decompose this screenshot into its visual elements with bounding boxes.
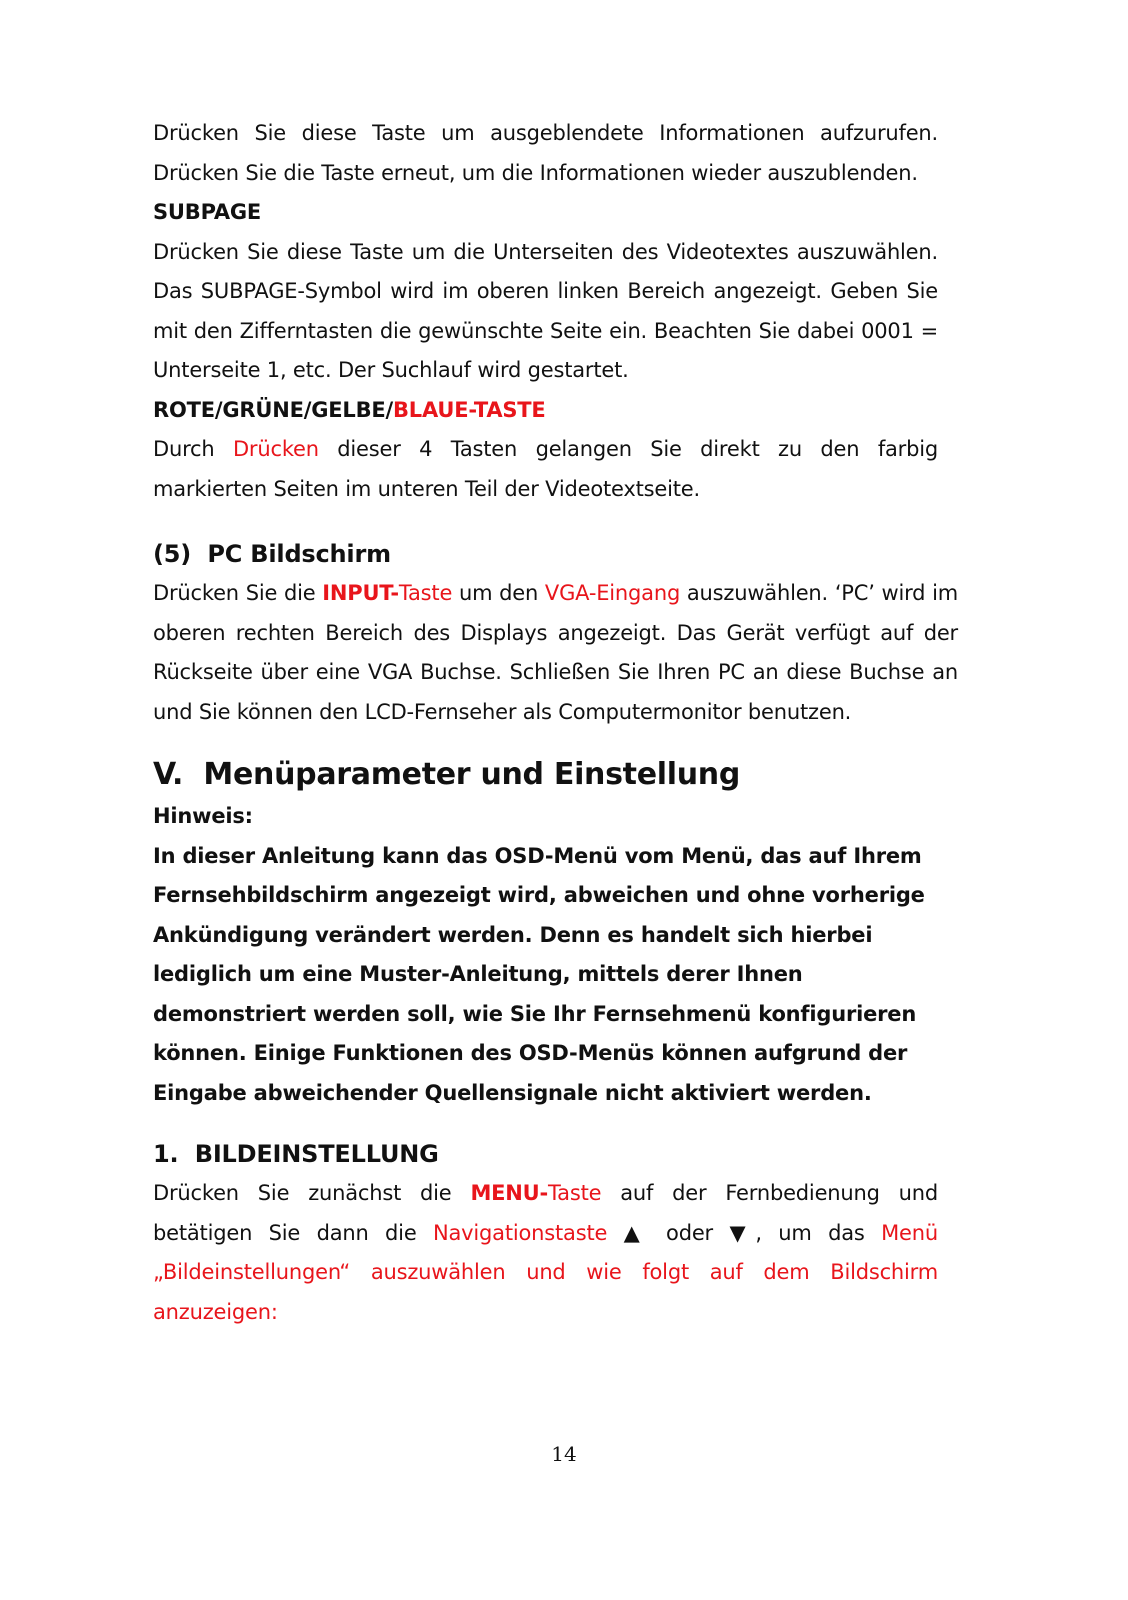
- section-heading: V. Menüparameter und Einstellung: [153, 757, 741, 792]
- color-keys-label: [153, 391, 958, 431]
- color-keys-label-red: BLAUE-TASTE: [393, 397, 546, 422]
- pc-vga-input: VGA-Eingang: [544, 581, 681, 605]
- color-keys-text-2: dieser 4 Tasten gelangen Sie direkt zu den farbig markierten Seiten im unteren Teil der Videotextseite.: [153, 437, 939, 501]
- pc-heading: (5) PC Bildschirm: [153, 540, 391, 568]
- pc-text-1: Drücken Sie die: [153, 581, 323, 605]
- bild-heading: 1. BILDEINSTELLUNG: [153, 1140, 439, 1168]
- intro-paragraph: Drücken Sie diese Taste um ausgeblendete Informationen aufzurufen. Drücken Sie die Taste erneut, um die Informationen wieder auszublenden.: [153, 121, 938, 185]
- pc-text-2: um den: [452, 581, 545, 605]
- pc-input-key: INPUT-: [322, 581, 399, 605]
- bild-text-2: auf der Fernbedienung und betätigen Sie dann die: [153, 1181, 938, 1245]
- bild-paragraph: [153, 1174, 938, 1332]
- bild-text-3: ▲ oder ▼, um das: [607, 1220, 882, 1245]
- color-keys-text-1: Durch: [153, 437, 233, 461]
- note-label: Hinweis:: [153, 804, 253, 828]
- pc-paragraph: [153, 574, 958, 732]
- bild-nav-key: Navigationstaste: [433, 1220, 608, 1245]
- subpage-paragraph: Drücken Sie diese Taste um die Unterseiten des Videotextes auszuwählen. Das SUBPAGE-Symbol wird im oberen linken Bereich angezeigt. Geben Sie mit den Zifferntasten die gewünschte Seite ein. Beachten Sie dabei 0001 = Unterseite 1, etc. Der Suchlauf wird gestartet.: [153, 239, 938, 382]
- pc-taste: Taste: [398, 581, 453, 605]
- bild-taste: Taste: [548, 1181, 602, 1205]
- bild-menu-key: MENU-: [470, 1181, 549, 1205]
- color-keys-label-black: ROTE/GRÜNE/GELBE/: [153, 397, 393, 422]
- color-keys-text-red: Drücken: [232, 437, 319, 461]
- page-number: 14: [551, 1442, 577, 1466]
- pc-text-3: auszuwählen. ‘PC’ wird im oberen rechten Bereich des Displays angezeigt. Das Gerät verfügt auf der Rückseite über eine VGA Buchse. Schließen Sie Ihren PC an diese Buchse an und Sie können den LCD-Fernseher als Computermonitor benutzen.: [153, 581, 958, 724]
- document-page: [153, 114, 958, 1332]
- note-text: In dieser Anleitung kann das OSD-Menü vom Menü, das auf Ihrem Fernsehbildschirm angezeigt wird, abweichen und ohne vorherige Ankündigung verändert werden. Denn es handelt sich hierbei lediglich um eine Muster-Anleitung, mittels derer Ihnen demonstriert werden soll, wie Sie Ihr Fernsehmenü konfigurieren können. Einige Funktionen des OSD-Menüs können aufgrund der Eingabe abweichender Quellensignale nicht aktiviert werden.: [153, 843, 925, 1105]
- color-keys-paragraph: [153, 430, 938, 509]
- bild-menu-text: Menü „Bildeinstellungen“ auszuwählen und wie folgt auf dem Bildschirm anzuzeigen:: [153, 1220, 938, 1324]
- bild-text-1: Drücken Sie zunächst die: [153, 1181, 471, 1205]
- subpage-label: SUBPAGE: [153, 200, 262, 224]
